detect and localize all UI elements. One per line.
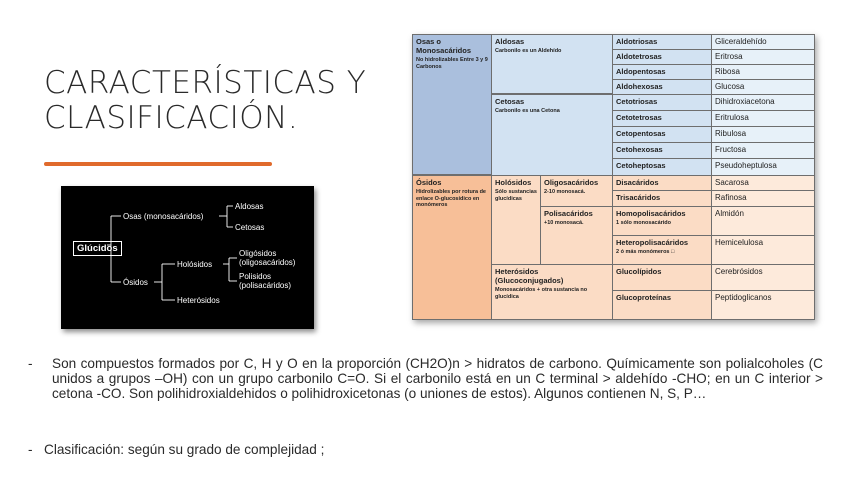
diagram-cetosas: Cetosas [235, 223, 265, 232]
poli-title: Polisacáridos [544, 209, 593, 218]
osas-sub: No hidrolizables Entre 3 y 9 Carbonos [416, 57, 488, 70]
aldosas-sub: Carbonilo es un Aldehído [495, 48, 562, 54]
ceto-type-1: Cetotetrosas [612, 110, 712, 127]
aldo-example-2: Ribosa [711, 64, 815, 80]
ceto-type-0: Cetotriosas [612, 94, 712, 111]
heteropoli-type: Heteropolisacáridos 2 ó más monómeros □ [612, 235, 712, 265]
ceto-example-4: Pseudoheptulosa [711, 158, 815, 176]
osas-title: Osas o Monosacáridos [416, 37, 472, 55]
diagram-holosidos: Holósidos [177, 260, 213, 269]
holosidos-sub: Sólo sustancias glucídicas [495, 189, 537, 202]
ceto-type-4: Cetoheptosas [612, 158, 712, 176]
trisac-example: Rafinosa [711, 190, 815, 207]
oligo-title: Oligosacáridos [544, 178, 599, 187]
osidos-sub: Hidrolizables por rotura de enlace O-glucosídico en monómeros [416, 189, 486, 208]
homo-example: Almidón [711, 206, 815, 236]
ceto-example-3: Fructosa [711, 142, 815, 159]
aldo-example-0: Gliceraldehído [711, 34, 815, 50]
ceto-type-3: Cetohexosas [612, 142, 712, 159]
osidos-title: Ósidos [416, 178, 442, 187]
cell-oligosacaridos [540, 175, 613, 207]
aldo-type-3: Aldohexosas [612, 79, 712, 95]
heterosidos-title: Heterósidos (Glucoconjugados) [495, 267, 564, 285]
cetosas-title: Cetosas [495, 97, 525, 106]
ceto-type-2: Cetopentosas [612, 126, 712, 143]
heteropoli-example: Hemicelulosa [711, 235, 815, 265]
title-line-1: CARACTERÍSTICAS Y [44, 65, 367, 101]
heterosidos-sub: Monosacáridos + otra sustancia no glucídica [495, 287, 588, 300]
classification-table [412, 34, 815, 320]
classification-diagram [61, 186, 314, 329]
cell-heterosidos [491, 264, 613, 320]
diagram-oligosidos-sub: (oligosacáridos) [239, 258, 296, 267]
bullet-2 [28, 442, 823, 457]
diagram-aldosas: Aldosas [235, 202, 264, 211]
glucolipidos-type: Glucolípidos [612, 264, 712, 291]
diagram-osidos: Ósidos [123, 278, 148, 287]
holosidos-title: Holósidos [495, 178, 532, 187]
cell-cetosas [491, 94, 613, 176]
aldo-type-1: Aldotetrosas [612, 49, 712, 65]
cell-holosidos [491, 175, 541, 265]
bullet-dash: - [28, 356, 33, 371]
cell-polisacaridos [540, 206, 613, 265]
ceto-example-0: Dihidroxiacetona [711, 94, 815, 111]
cetosas-sub: Carbonilo es una Cetona [495, 108, 560, 114]
aldo-example-3: Glucosa [711, 79, 815, 95]
bullet-1-text: Son compuestos formados por C, H y O en la proporción (CH2O)n > hidratos de carbono. Químicamente son polialcoholes (C unidos a grupos –OH) con un grupo carbonilo C=O. Si el carbonilo está en un C terminal > aldehído -CHO; en un C interior > cetona -CO. Son polihidroxialdehidos o polihidroxicetonas (o uniones de estos). Algunos contienen N, S, P… [52, 356, 823, 401]
aldo-type-0: Aldotriosas [612, 34, 712, 50]
title-underline [44, 162, 272, 166]
ceto-example-1: Eritrulosa [711, 110, 815, 127]
diagram-polisidos: Polisidos [239, 272, 272, 281]
aldo-example-1: Eritrosa [711, 49, 815, 65]
diagram-heterosidos: Heterósidos [177, 296, 220, 305]
aldo-type-2: Aldopentosas [612, 64, 712, 80]
disac-example: Sacarosa [711, 175, 815, 191]
title-line-2: CLASIFICACIÓN. [44, 100, 299, 136]
homo-type: Homopolisacáridos 1 sólo monosacárido [612, 206, 712, 236]
diagram-oligosidos: Oligósidos [239, 249, 277, 258]
diagram-root-glucidos: Glúcidos [73, 241, 122, 256]
glucoproteinas-type: Glucoproteínas [612, 290, 712, 320]
bullet-2-text: Clasificación: según su grado de complejidad ; [44, 442, 325, 457]
glucolipidos-example: Cerebrósidos [711, 264, 815, 291]
diagram-osas: Osas (monosacáridos) [123, 212, 204, 221]
aldosas-title: Aldosas [495, 37, 525, 46]
bullet-1 [28, 356, 823, 401]
disac-type: Disacáridos [612, 175, 712, 191]
slide-title [44, 66, 384, 136]
trisac-type: Trisacáridos [612, 190, 712, 207]
ceto-example-2: Ribulosa [711, 126, 815, 143]
cell-osas [412, 34, 492, 175]
cell-aldosas [491, 34, 613, 94]
oligo-sub: 2-10 monosacá. [544, 189, 586, 195]
diagram-polisidos-sub: (polisacáridos) [239, 281, 292, 290]
poli-sub: +10 monosacá. [544, 220, 584, 226]
glucoproteinas-example: Peptidoglicanos [711, 290, 815, 320]
cell-osidos [412, 175, 492, 320]
bullet-dash: - [28, 442, 33, 457]
